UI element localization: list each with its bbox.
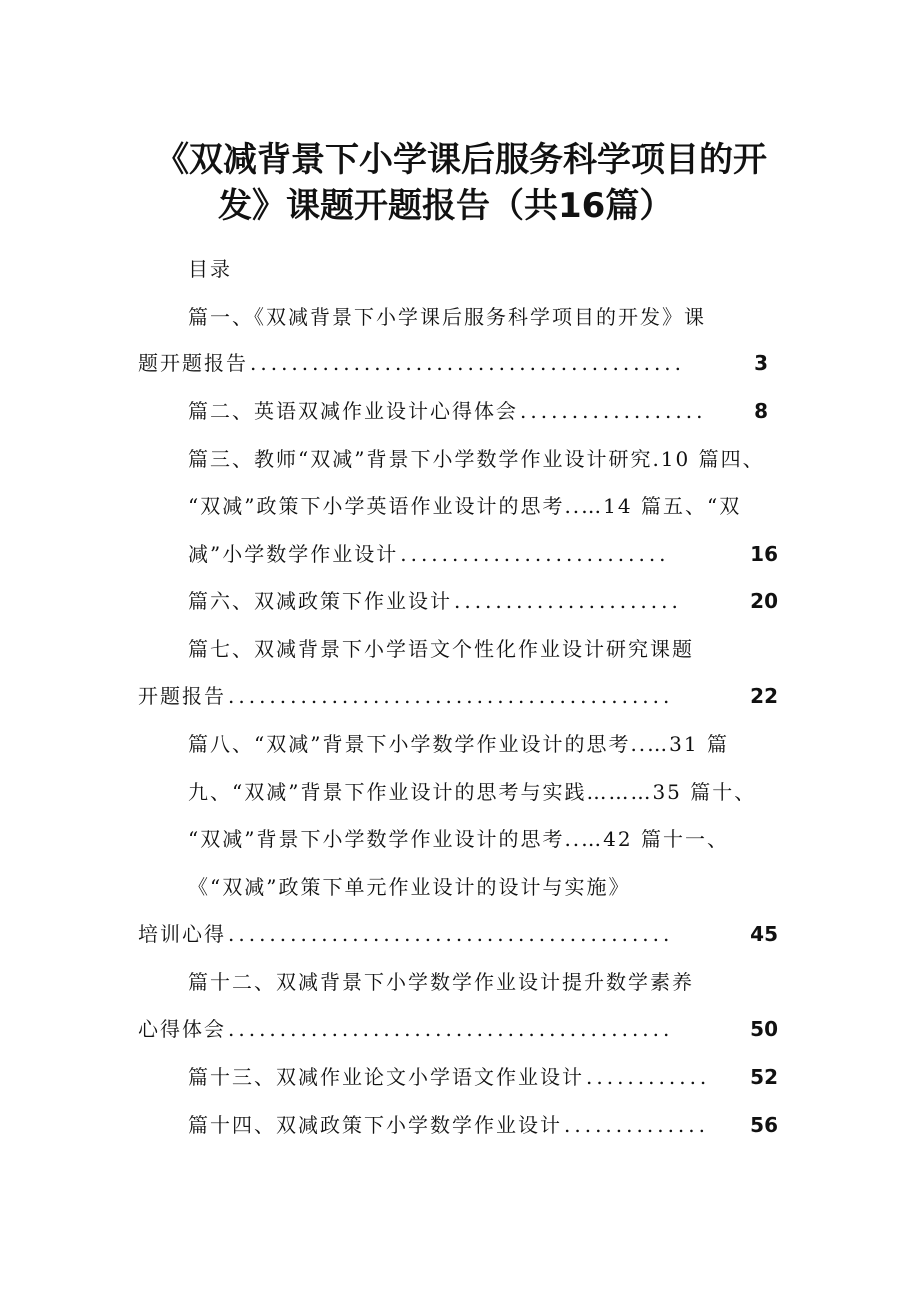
toc-page-number: 20 (750, 589, 778, 613)
toc-entry-text: 题开题报告 (138, 351, 248, 375)
toc-page-number: 52 (750, 1065, 778, 1089)
toc-line[interactable] (188, 777, 788, 807)
toc-line[interactable] (188, 872, 728, 902)
toc-entry-text: 培训心得 (138, 922, 226, 946)
toc-entry-text: “双减”政策下小学英语作业设计的思考..…14 篇五、“双 (188, 494, 742, 518)
toc-entry-text: 篇六、双减政策下作业设计 (188, 589, 452, 613)
toc-page-number: 50 (750, 1017, 778, 1041)
toc-page-number: 8 (754, 399, 768, 423)
toc-entry-text: 九、“双减”背景下作业设计的思考与实践………35 篇十、 (188, 780, 757, 804)
toc-line[interactable] (138, 348, 768, 378)
dot-leader: .............. (564, 1113, 710, 1137)
toc-line[interactable] (188, 1110, 778, 1140)
toc-entry-text: 篇二、英语双减作业设计心得体会 (188, 399, 518, 423)
toc-page-number: 56 (750, 1113, 778, 1137)
toc-line[interactable] (188, 1062, 778, 1092)
dot-leader: ...................... (454, 589, 682, 613)
toc-line[interactable] (188, 491, 788, 521)
dot-leader: .......................................... (250, 351, 686, 375)
dot-leader: ............ (586, 1065, 711, 1089)
dot-leader: .......................... (400, 542, 670, 566)
dot-leader: .................. (520, 399, 707, 423)
dot-leader: ........................................... (228, 684, 674, 708)
toc-entry-text: 开题报告 (138, 684, 226, 708)
toc-entry-text: 《“双减”政策下单元作业设计的设计与实施》 (188, 875, 631, 899)
toc-page-number: 45 (750, 922, 778, 946)
toc-line[interactable] (188, 967, 748, 997)
toc-line[interactable] (188, 444, 788, 474)
page-title-line-1: 《双减背景下小学课后服务科学项目的开 (155, 140, 767, 180)
toc-line[interactable] (188, 729, 788, 759)
toc-entry-text: 篇三、教师“双减”背景下小学数学作业设计研究.10 篇四、 (188, 447, 765, 471)
toc-line[interactable] (188, 302, 748, 332)
toc-page-number: 16 (750, 542, 778, 566)
toc-page-number: 3 (754, 351, 768, 375)
toc-entry-text: 篇一、《双减背景下小学课后服务科学项目的开发》课 (188, 305, 706, 329)
toc-entry-text: 心得体会 (138, 1017, 226, 1041)
page-title-line-2: 发》课题开题报告（共16篇） (218, 186, 674, 226)
dot-leader: ........................................... (228, 922, 674, 946)
toc-entry-text: 篇十四、双减政策下小学数学作业设计 (188, 1113, 562, 1137)
toc-line[interactable] (188, 586, 778, 616)
toc-line[interactable] (188, 539, 778, 569)
toc-line[interactable] (138, 681, 778, 711)
toc-line[interactable] (188, 396, 768, 426)
toc-line[interactable] (188, 824, 788, 854)
toc-heading: 目录 (188, 257, 232, 281)
toc-entry-text: “双减”背景下小学数学作业设计的思考..…42 篇十一、 (188, 827, 729, 851)
toc-entry-text: 篇八、“双减”背景下小学数学作业设计的思考..…31 篇 (188, 732, 729, 756)
toc-line[interactable] (138, 1014, 778, 1044)
toc-line[interactable] (138, 919, 778, 949)
toc-entry-text: 篇十二、双减背景下小学数学作业设计提升数学素养 (188, 970, 694, 994)
toc-entry-text: 减”小学数学作业设计 (188, 542, 399, 566)
dot-leader: ........................................... (228, 1017, 674, 1041)
toc-page-number: 22 (750, 684, 778, 708)
toc-entry-text: 篇十三、双减作业论文小学语文作业设计 (188, 1065, 584, 1089)
toc-line[interactable] (188, 634, 748, 664)
toc-entry-text: 篇七、双减背景下小学语文个性化作业设计研究课题 (188, 637, 694, 661)
